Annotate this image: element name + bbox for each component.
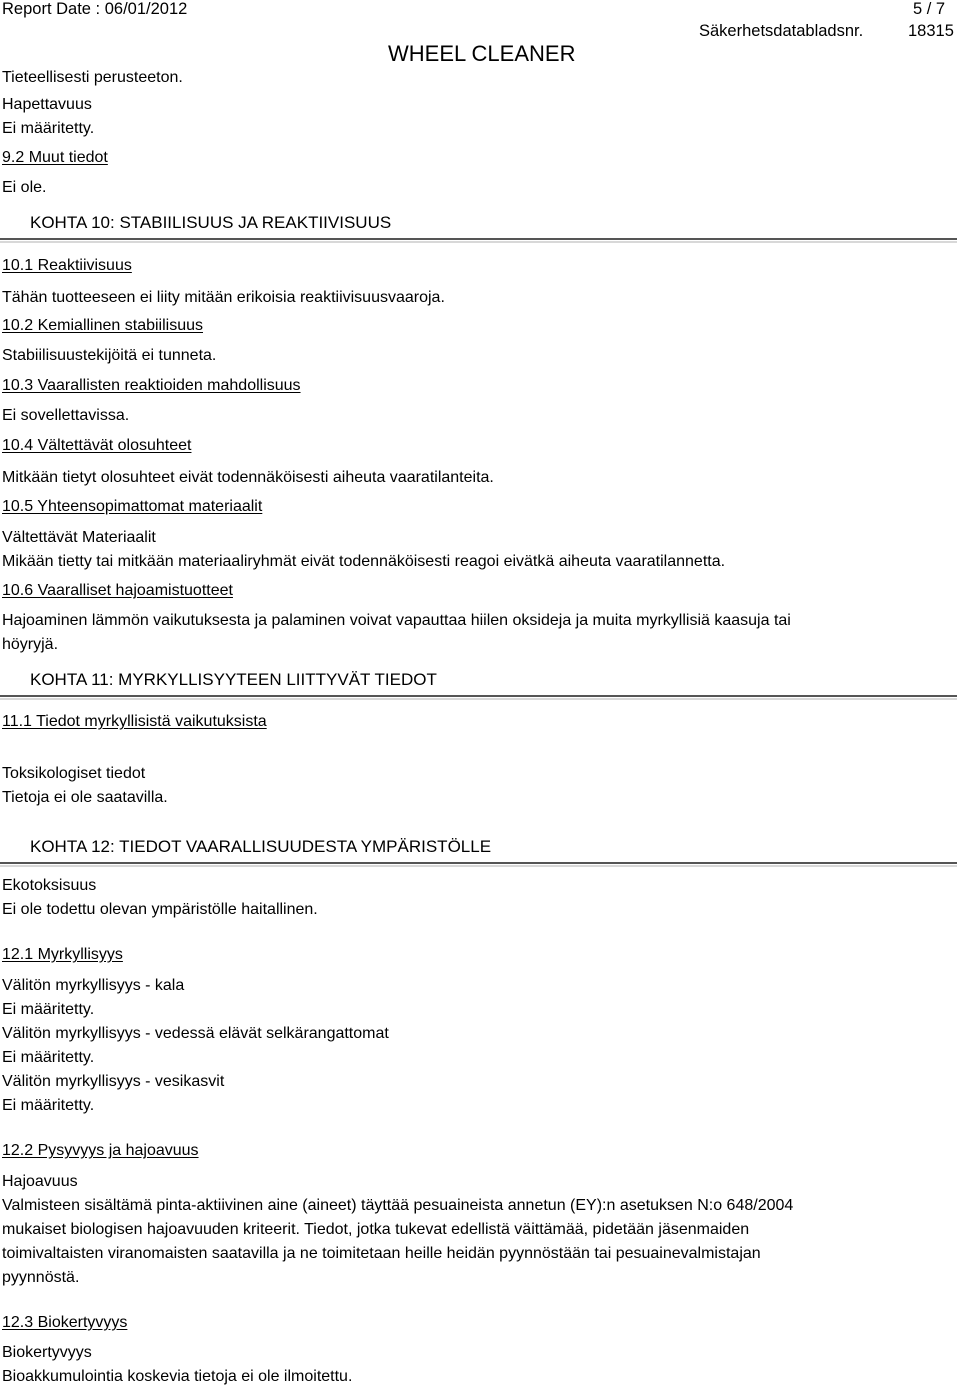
text-line: Ekotoksisuus (2, 877, 97, 894)
subsection-heading: 12.3 Biokertyvyys (2, 1314, 128, 1331)
section-rule-shadow (0, 241, 957, 243)
section-rule (0, 238, 957, 240)
text-line: höyryjä. (2, 636, 59, 653)
sds-label: Säkerhetsdatabladsnr. (699, 22, 864, 40)
subsection-heading: 12.1 Myrkyllisyys (2, 946, 123, 963)
text-line: Ei määritetty. (2, 1049, 95, 1066)
text-line: Tietoja ei ole saatavilla. (2, 789, 168, 806)
subsection-heading: 10.5 Yhteensopimattomat materiaalit (2, 498, 263, 515)
text-line: Hapettavuus (2, 96, 92, 113)
sds-number: 18315 (908, 22, 954, 40)
section-rule-shadow (0, 698, 957, 700)
text-line: Ei määritetty. (2, 1097, 95, 1114)
section-title: KOHTA 10: STABIILISUUS JA REAKTIIVISUUS (30, 213, 392, 232)
text-line: Mitkään tietyt olosuhteet eivät todennäköisesti aiheuta vaaratilanteita. (2, 469, 494, 486)
subsection-heading: 10.1 Reaktiivisuus (2, 257, 132, 274)
text-line: Tieteellisesti perusteeton. (2, 69, 183, 86)
text-line: Stabiilisuustekijöitä ei tunneta. (2, 347, 217, 364)
text-line: Toksikologiset tiedot (2, 765, 146, 782)
report-date: Report Date : 06/01/2012 (2, 0, 188, 18)
text-line: Mikään tietty tai mitkään materiaaliryhmät eivät todennäköisesti reagoi eivätkä aiheuta vaaratilannetta. (2, 553, 726, 570)
subsection-heading: 9.2 Muut tiedot (2, 149, 108, 166)
text-line: Bioakkumulointia koskevia tietoja ei ole ilmoitettu. (2, 1368, 353, 1385)
text-line: Välitön myrkyllisyys - kala (2, 977, 185, 994)
text-line: Vältettävät Materiaalit (2, 529, 156, 546)
subsection-heading: 10.2 Kemiallinen stabiilisuus (2, 317, 203, 334)
subsection-heading: 10.3 Vaarallisten reaktioiden mahdollisuus (2, 377, 301, 394)
text-line: Välitön myrkyllisyys - vesikasvit (2, 1073, 225, 1090)
text-line: Ei sovellettavissa. (2, 407, 130, 424)
product-title: WHEEL CLEANER (388, 41, 576, 66)
section-rule (0, 862, 957, 864)
text-line: Ei ole todettu olevan ympäristölle haitallinen. (2, 901, 318, 918)
subsection-heading: 12.2 Pysyvyys ja hajoavuus (2, 1142, 199, 1159)
text-line: Tähän tuotteeseen ei liity mitään erikoisia reaktiivisuusvaaroja. (2, 289, 445, 306)
subsection-heading: 11.1 Tiedot myrkyllisistä vaikutuksista (2, 713, 267, 730)
text-line: Ei määritetty. (2, 1001, 95, 1018)
subsection-heading: 10.4 Vältettävät olosuhteet (2, 437, 192, 454)
section-rule-shadow (0, 865, 957, 867)
text-line: Ei ole. (2, 179, 47, 196)
text-line: Biokertyvyys (2, 1344, 92, 1361)
text-line: Valmisteen sisältämä pinta-aktiivinen aine (aineet) täyttää pesuaineista annetun (EY):n asetuksen N:o 648/2004 (2, 1197, 794, 1214)
section-title: KOHTA 12: TIEDOT VAARALLISUUDESTA YMPÄRISTÖLLE (30, 837, 492, 856)
text-line: mukaiset biologisen hajoavuuden kriteerit. Tiedot, jotka tukevat edellistä väittämää, pidetään jäsenmaiden (2, 1221, 750, 1238)
text-line: Välitön myrkyllisyys - vedessä elävät selkärangattomat (2, 1025, 389, 1042)
section-title: KOHTA 11: MYRKYLLISYYTEEN LIITTYVÄT TIEDOT (30, 670, 437, 689)
subsection-heading: 10.6 Vaaralliset hajoamistuotteet (2, 582, 233, 599)
page-number: 5 / 7 (913, 0, 946, 18)
text-line: Hajoavuus (2, 1173, 78, 1190)
section-rule (0, 695, 957, 697)
text-line: Ei määritetty. (2, 120, 95, 137)
text-line: pyynnöstä. (2, 1269, 80, 1286)
text-line: toimivaltaisten viranomaisten saatavilla ja ne toimitetaan heille heidän pyynnöstään tai pesuainevalmistajan (2, 1245, 761, 1262)
text-line: Hajoaminen lämmön vaikutuksesta ja palaminen voivat vapauttaa hiilen oksideja ja muita myrkyllisiä kaasuja tai (2, 612, 791, 629)
